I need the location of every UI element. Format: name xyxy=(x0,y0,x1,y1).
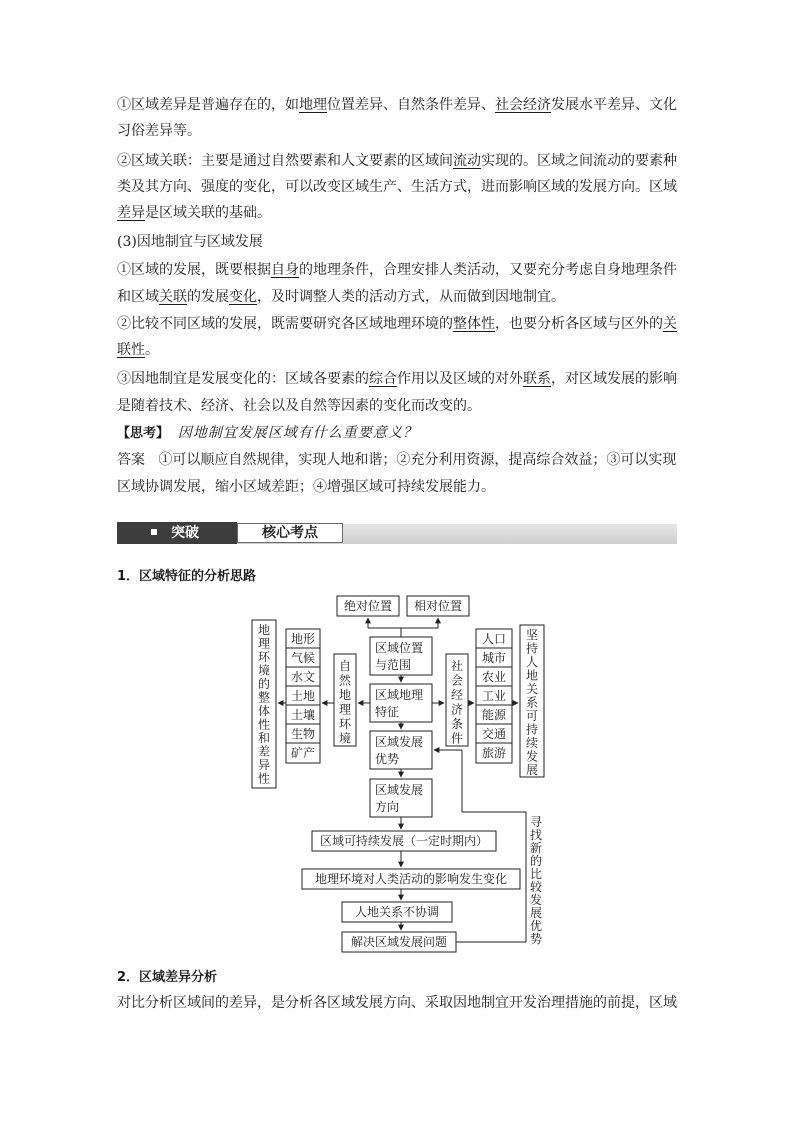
para-line-1: ①区域差异是普遍存在的，如地理位置差异、自然条件差异、社会经济发展水平差异、文化 xyxy=(117,97,677,113)
para-line-7: ①区域的发展，既要根据自身的地理条件，合理安排人类活动，又要充分考虑自身地理条件 xyxy=(117,262,677,278)
right-vertical-char: 持 xyxy=(525,641,539,656)
section-2-title: 2．区域差异分析 xyxy=(117,970,218,985)
absolute-location-text: 绝对位置 xyxy=(343,599,393,613)
left-vertical-char: 理 xyxy=(257,636,271,651)
sustainable-text: 区域可持续发展（一定时期内） xyxy=(319,834,489,848)
answer-line-2: 区域协调发展，缩小区域差距；④增强区域可持续发展能力。 xyxy=(117,479,495,495)
left-vertical-char: 性 xyxy=(257,771,271,786)
banner-title: 核心考点 xyxy=(237,523,343,543)
left-vertical-char: 环 xyxy=(257,650,271,664)
natural-env-char: 境 xyxy=(338,731,352,746)
para-line-6: (3)因地制宜与区域发展 xyxy=(117,234,263,250)
socio-econ-char: 条 xyxy=(450,717,464,731)
para-line-2: 习俗差异等。 xyxy=(117,123,201,139)
direction-text-2: 方向 xyxy=(375,800,400,814)
direction-text-1: 区域发展 xyxy=(375,783,424,797)
para-line-10: 联性。 xyxy=(117,342,159,358)
socio-econ-label xyxy=(451,658,463,746)
para-line-5: 差异是区域关联的基础。 xyxy=(117,205,271,221)
right-vertical-label xyxy=(526,627,538,777)
env-change-text: 地理环境对人类活动的影响发生变化 xyxy=(314,872,508,886)
natural-env-char: 然 xyxy=(338,673,352,688)
think-question: 因地制宜发展区域有什么重要意义？ xyxy=(177,425,418,441)
discord-text: 人地关系不协调 xyxy=(354,905,440,919)
natural-item: 气候 xyxy=(290,651,316,665)
right-vertical-char: 展 xyxy=(525,763,539,777)
right-vertical-char: 关 xyxy=(525,682,539,696)
feedback-char: 势 xyxy=(529,932,543,946)
natural-item: 土地 xyxy=(290,689,316,703)
left-vertical-char: 地 xyxy=(257,623,271,637)
solve-text: 解决区域发展问题 xyxy=(350,935,448,949)
left-vertical-char: 差 xyxy=(257,744,271,759)
natural-item: 地形 xyxy=(290,632,316,646)
geo-feature-text-2: 特征 xyxy=(375,705,400,719)
natural-env-char: 地 xyxy=(338,688,352,702)
socio-econ-char: 件 xyxy=(450,731,464,746)
socio-econ-char: 会 xyxy=(450,673,464,688)
location-text-1: 区域位置 xyxy=(375,641,424,655)
natural-item: 水文 xyxy=(290,670,316,684)
natural-items xyxy=(291,631,315,760)
natural-env-char: 环 xyxy=(338,717,352,731)
socio-econ-char: 经 xyxy=(450,688,464,702)
feedback-char: 比 xyxy=(529,867,543,881)
left-vertical-char: 境 xyxy=(257,663,271,678)
feedback-char: 较 xyxy=(529,880,543,894)
right-vertical-char: 坚 xyxy=(525,628,539,642)
feedback-char: 发 xyxy=(529,893,543,907)
geo-feature-text-1: 区域地理 xyxy=(375,688,424,702)
answer-label: 答案 xyxy=(117,452,145,468)
para-line-3: ②区域关联：主要是通过自然要素和人文要素的区域间流动实现的。区域之间流动的要素种 xyxy=(117,153,677,169)
banner-tag: 突破 xyxy=(117,522,237,544)
right-vertical-char: 人 xyxy=(525,655,539,669)
advantage-text-1: 区域发展 xyxy=(375,735,424,749)
right-vertical-char: 续 xyxy=(525,736,539,750)
right-vertical-char: 系 xyxy=(525,695,539,710)
feedback-char: 展 xyxy=(529,906,543,920)
para-line-12: 是随着技术、经济、社会以及自然等因素的变化而改变的。 xyxy=(117,398,481,414)
location-text-2: 与范围 xyxy=(375,658,412,672)
relative-location-text: 相对位置 xyxy=(413,599,463,613)
social-item: 交通 xyxy=(481,727,507,741)
social-item: 人口 xyxy=(481,632,507,646)
social-item: 旅游 xyxy=(481,746,507,760)
socio-econ-char: 社 xyxy=(450,659,464,673)
left-vertical-char: 整 xyxy=(257,690,271,705)
natural-env-char: 自 xyxy=(338,659,352,673)
feedback-label xyxy=(530,815,543,946)
socio-econ-char: 济 xyxy=(450,702,464,717)
para-line-11: ③因地制宜是发展变化的：区域各要素的综合作用以及区域的对外联系，对区域发展的影响 xyxy=(117,371,677,387)
feedback-char: 找 xyxy=(529,828,543,842)
left-vertical-char: 体 xyxy=(257,704,271,718)
think-label: 【思考】 xyxy=(117,426,170,441)
natural-item: 矿产 xyxy=(290,746,316,760)
natural-env-label xyxy=(339,659,352,746)
social-item: 农业 xyxy=(481,670,507,684)
social-item: 能源 xyxy=(481,708,507,722)
right-vertical-char: 发 xyxy=(525,749,539,764)
right-vertical-char: 可 xyxy=(525,709,539,723)
left-vertical-char: 性 xyxy=(257,717,271,732)
left-vertical-char: 和 xyxy=(257,731,271,745)
feedback-char: 优 xyxy=(529,919,543,933)
para-line-4: 类及其方向、强度的变化，可以改变区域生产、生活方式，进而影响区域的发展方向。区域 xyxy=(117,179,677,195)
natural-env-char: 理 xyxy=(338,702,352,717)
left-vertical-label xyxy=(258,622,271,786)
left-vertical-char: 的 xyxy=(257,677,271,691)
section-1-title: 1．区域特征的分析思路 xyxy=(117,569,257,584)
right-vertical-char: 持 xyxy=(525,722,539,737)
feedback-char: 新 xyxy=(529,841,543,855)
right-vertical-char: 地 xyxy=(525,668,539,683)
left-vertical-char: 异 xyxy=(257,758,271,772)
feedback-char: 的 xyxy=(529,854,543,868)
social-items xyxy=(482,632,507,760)
last-line: 对比分析区域间的差异，是分析各区域发展方向、采取因地制宜开发治理措施的前提，区域 xyxy=(117,995,677,1011)
para-line-9: ②比较不同区域的发展，既需要研究各区域地理环境的整体性，也要分析各区域与区外的关 xyxy=(117,316,677,332)
natural-item: 土壤 xyxy=(290,708,316,722)
para-line-8: 和区域关联的发展变化，及时调整人类的活动方式，从而做到因地制宜。 xyxy=(117,289,565,305)
feedback-char: 寻 xyxy=(529,815,543,829)
advantage-text-2: 优势 xyxy=(375,752,400,766)
natural-item: 生物 xyxy=(290,727,316,741)
social-item: 城市 xyxy=(481,651,507,665)
answer-line-1: 答案 ①可以顺应自然规律，实现人地和谐；②充分利用资源，提高综合效益；③可以实现 xyxy=(117,452,677,468)
social-item: 工业 xyxy=(481,689,507,703)
